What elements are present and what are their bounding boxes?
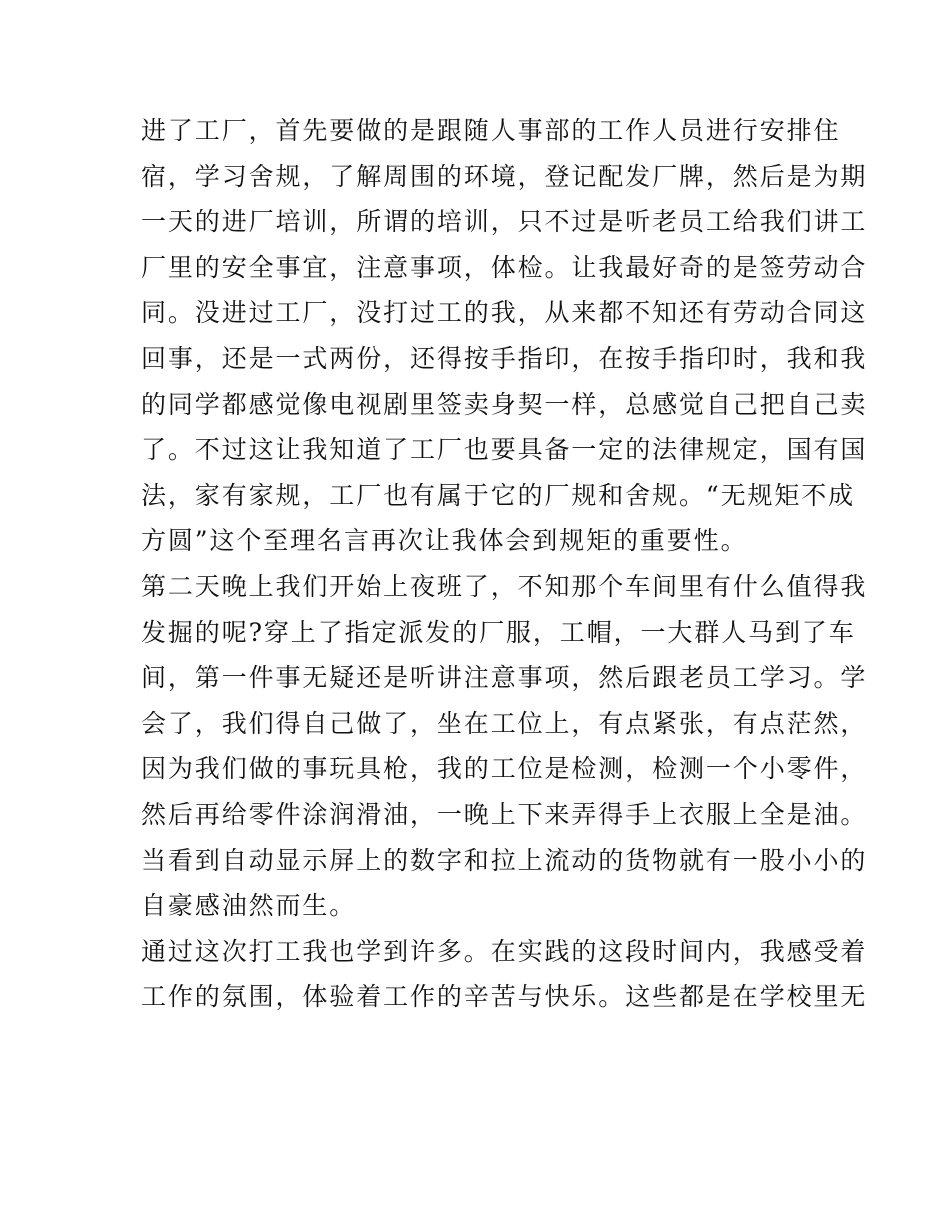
text-line: 间，第一件事无疑还是听讲注意事项，然后跟老员工学习。学: [141, 663, 868, 693]
text-line: 第二天晚上我们开始上夜班了，不知那个车间里有什么值得我: [141, 571, 868, 601]
text-line: 宿，学习舍规，了解周围的环境，登记配发厂牌，然后是为期: [141, 161, 868, 191]
text-line: 进了工厂，首先要做的是跟随人事部的工作人员进行安排住: [141, 116, 841, 145]
text-line: 一天的进厂培训，所谓的培训，只不过是听老员工给我们讲工: [141, 207, 868, 237]
text-line: 工作的氛围，体验着工作的辛苦与快乐。这些都是在学校里无: [141, 982, 868, 1012]
text-line: 方圆”这个至理名言再次让我体会到规矩的重要性。: [141, 526, 748, 556]
text-line: 自豪感油然而生。: [141, 891, 357, 921]
text-line: 同。没进过工厂，没打过工的我，从来都不知还有劳动合同这: [141, 298, 868, 328]
body-text: [141, 108, 868, 1020]
text-line: 然后再给零件涂润滑油，一晚上下来弄得手上衣服上全是油。: [141, 799, 868, 829]
text-line: 了。不过这让我知道了工厂也要具备一定的法律规定，国有国: [141, 435, 868, 465]
text-line: 的同学都感觉像电视剧里签卖身契一样，总感觉自己把自己卖: [141, 389, 868, 419]
text-line: 法，家有家规，工厂也有属于它的厂规和舍规。“无规矩不成: [141, 480, 856, 510]
text-line: 因为我们做的事玩具枪，我的工位是检测，检测一个小零件，: [141, 754, 868, 784]
text-line: 发掘的呢?穿上了指定派发的厂服，工帽，一大群人马到了车: [141, 617, 856, 647]
text-line: 通过这次打工我也学到许多。在实践的这段时间内，我感受着: [141, 936, 868, 966]
text-line: 当看到自动显示屏上的数字和拉上流动的货物就有一股小小的: [141, 845, 868, 875]
text-line: 会了，我们得自己做了，坐在工位上，有点紧张，有点茫然，: [141, 708, 868, 738]
text-line: 回事，还是一式两份，还得按手指印，在按手指印时，我和我: [141, 343, 868, 373]
text-line: 厂里的安全事宜，注意事项，体检。让我最好奇的是签劳动合: [141, 252, 868, 282]
